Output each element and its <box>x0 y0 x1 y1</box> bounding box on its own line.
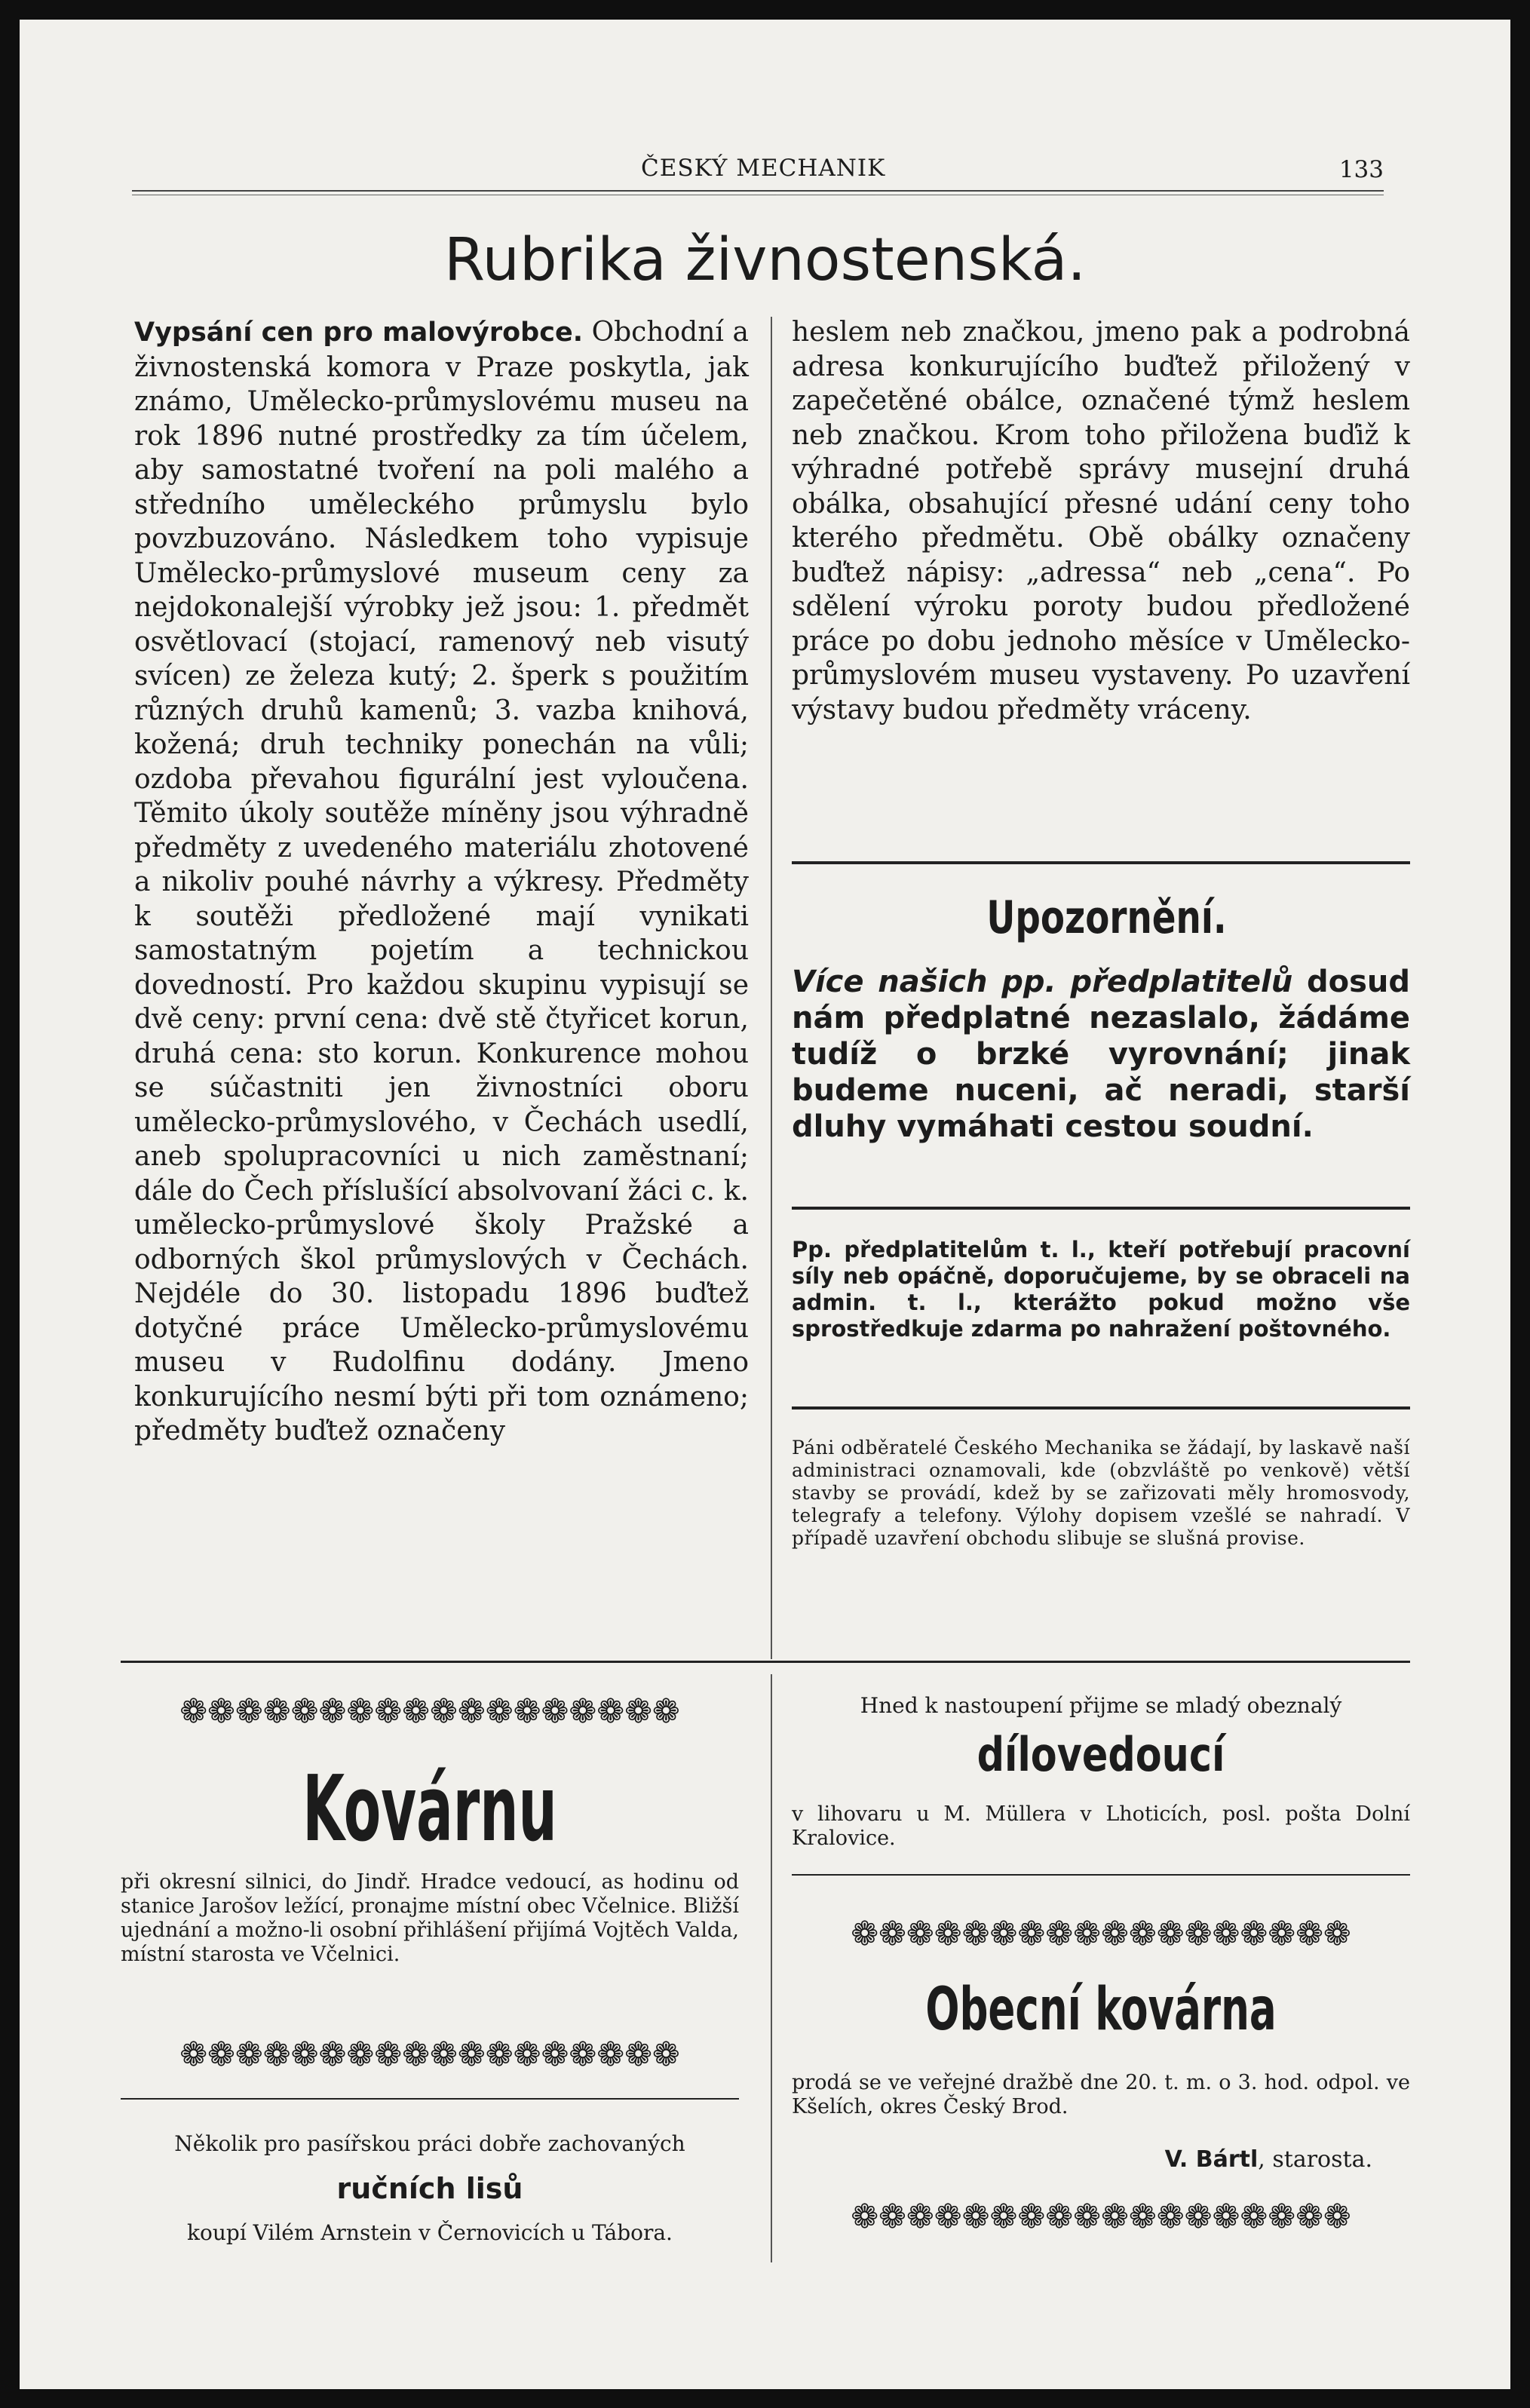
ornament-border: ❁❁❁❁❁❁❁❁❁❁❁❁❁❁❁❁❁❁ <box>851 2198 1351 2236</box>
ad-obecni-signature: V. Bártl, starosta. <box>1164 2146 1372 2173</box>
ad-lisu-line2: koupí Vilém Arnstein v Černovicích u Tábora. <box>187 2220 673 2245</box>
divider-rule <box>792 1207 1410 1210</box>
article-left-column <box>134 315 749 1650</box>
ad-rule <box>121 2098 739 2100</box>
ads-rule <box>121 1661 1410 1663</box>
ad-rule <box>792 1874 1410 1876</box>
notice-readers: Páni odběratelé Českého Mechanika se žádají, by laskavě naší administraci oznamovali, kde (obzvláště po venkově) větší stavby se provádí, kdež by se zařizovati měly hromosvody, telegrafy a telefony. Výlohy dopisem vzešlé se nahradí. V případě uzavření obchodu slibuje se slušná provise. <box>792 1437 1410 1549</box>
upozorneni-title: Upozornění. <box>986 891 1227 944</box>
divider-rule <box>792 861 1410 864</box>
article-lead: Vypsání cen pro malovýrobce. <box>134 317 583 348</box>
notice-workers: Pp. předplatitelům t. l., kteří potřebují pracovní síly neb opáčně, doporučujeme, by se obraceli na admin. t. l., kterážto pokud možno vše sprostředkuje zdarma po nahražení poštovného. <box>792 1237 1410 1342</box>
running-header <box>132 155 1384 185</box>
ad-kovarnu-text: při okresní silnici, do Jindř. Hradce vedoucí, as hodinu od stanice Jarošov ležící, pronajme místní obec Včelnice. Bližší ujednání a možno-li osobní přihlášení přijímá Vojtěch Valda, místní starosta ve Včelnici. <box>121 1870 739 1966</box>
divider-rule <box>792 1406 1410 1410</box>
ornament-border: ❁❁❁❁❁❁❁❁❁❁❁❁❁❁❁❁❁❁ <box>851 1916 1351 1953</box>
ad-dilovedouci-title: dílovedoucí <box>977 1727 1225 1782</box>
ads-column-divider <box>771 1674 772 2262</box>
ad-kovarnu-title: Kovárnu <box>302 1757 557 1862</box>
signature-name: V. Bártl <box>1164 2146 1259 2173</box>
upozorneni-body: dosud nám předplatné nezaslalo, žádáme tudíž o brzké vyrovnání; jinak budeme nuceni, ač neradi, starší dluhy vymáhati cestou soudní. <box>792 965 1410 1144</box>
ornament-border: ❁❁❁❁❁❁❁❁❁❁❁❁❁❁❁❁❁❁ <box>179 2036 680 2074</box>
header-rule <box>132 190 1384 192</box>
ad-lisu-title: ručních lisů <box>336 2172 523 2205</box>
running-title: ČESKÝ MECHANIK <box>641 155 886 182</box>
ornament-border: ❁❁❁❁❁❁❁❁❁❁❁❁❁❁❁❁❁❁ <box>179 1693 680 1731</box>
ad-lisu-line1: Několik pro pasířskou práci dobře zachovaných <box>174 2131 685 2156</box>
column-divider <box>771 317 772 1659</box>
section-title: Rubrika živnostenská. <box>443 226 1087 294</box>
upozorneni-lead: Více našich pp. předplatitelů <box>792 965 1293 999</box>
signature-role: starosta. <box>1272 2146 1372 2173</box>
ad-obecni-text: prodá se ve veřejné dražbě dne 20. t. m. o 3. hod. odpol. ve Kšelích, okres Český Brod. <box>792 2071 1410 2118</box>
article-right-column: heslem neb značkou, jmeno pak a podrobná adresa konkurujícího buďtež přiložený v zapečetěné obálce, označené týmž heslem neb značkou. Krom toho přiložena buďiž k výhradné potřebě správy musejní druhá obálka, obsahující přesné udání ceny toho kterého předmětu. Obě obálky označeny buďtež nápisy: „adressa“ neb „cena“. Po sdělení výroku poroty budou předložené práce po dobu jednoho měsíce v Umělecko-průmyslovém museu vystaveny. Po uzavření výstavy budou předměty vráceny. <box>792 317 1410 725</box>
upozorneni-text <box>792 964 1410 1145</box>
article-left-text: Obchodní a živnostenská komora v Praze poskytla, jak známo, Umělecko-průmyslovému museu na rok 1896 nutné prostředky za tím účelem, aby samostatné tvoření na poli malého a středního uměleckého průmyslu bylo povzbuzováno. Následkem toho vypisuje Umělecko-průmyslové museum ceny za nejdokonalejší výrobky jež jsou: 1. předmět osvětlovací (stojací, ramenový neb visutý svícen) ze železa kutý; 2. šperk s použitím různých druhů kamenů; 3. vazba knihová, kožená; druh techniky ponechán na vůli; ozdoba převahou figurální jest vyloučena. Těmito úkoly soutěže míněny jsou výhradně předměty z uvedeného materiálu zhotovené a nikoliv pouhé návrhy a výkresy. Předměty k soutěži předložené mají vynikati samostatným pojetím a technickou dovedností. Pro každou skupinu vypisují se dvě ceny: první cena: dvě stě čtyřicet korun, druhá cena: sto korun. Konkurence mohou se súčastniti jen živnostníci oboru umělecko-průmyslového, v Čechách usedlí, aneb spolupracovníci u nich zaměstnaní; dále do Čech příslušící absolvovaní žáci c. k. umělecko-průmyslové školy Pražské a odborných škol průmyslových v Čechách. Nejdéle do 30. listopadu 1896 buďtež dotyčné práce Umělecko-průmyslovému museu v Rudolfinu dodány. Jmeno konkurujícího nesmí býti při tom oznámeno; předměty buďtež označeny <box>134 317 749 1446</box>
ad-obecni-title: Obecní kovárna <box>925 1976 1277 2044</box>
ad-dilovedouci-text: v lihovaru u M. Müllera v Lhoticích, posl. pošta Dolní Kralovice. <box>792 1802 1410 1850</box>
ad-dilovedouci-line1: Hned k nastoupení přijme se mladý obeznalý <box>860 1693 1342 1718</box>
page-number: 133 <box>1338 156 1384 183</box>
